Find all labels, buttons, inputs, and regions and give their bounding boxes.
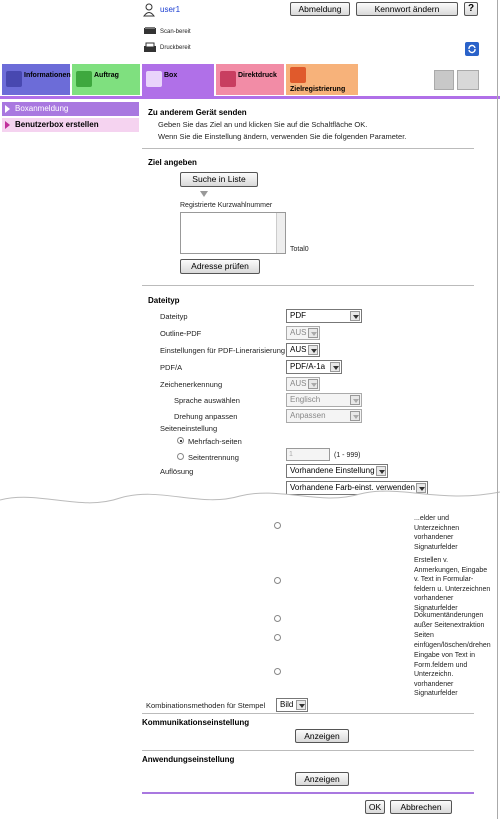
resolution-select[interactable]: Vorhandene Einstellung	[286, 464, 388, 478]
pagesplit-label: Seitentrennung	[188, 453, 239, 462]
scan-status: Scan-bereit	[160, 29, 191, 35]
tab-label: Informationen	[24, 72, 71, 79]
tab-bar-underline	[0, 96, 500, 99]
filetype-heading: Dateityp	[148, 296, 180, 305]
tab-label: Zielregistrierung	[290, 86, 346, 93]
tool-icon-1[interactable]	[434, 70, 454, 90]
rotation-select[interactable]: Anpassen	[286, 409, 362, 423]
list-scrollbar[interactable]	[276, 213, 285, 253]
permission-radio[interactable]	[274, 615, 281, 622]
rotation-label: Drehung anpassen	[174, 412, 238, 421]
pagesplit-input[interactable]: 1	[286, 448, 330, 461]
arrow-down-icon	[200, 191, 208, 197]
chevron-down-icon	[350, 311, 360, 321]
permission-radio[interactable]	[274, 577, 281, 584]
tab-label: Box	[164, 72, 178, 79]
pdfa-label: PDF/A	[160, 363, 183, 372]
page-title: Zu anderem Gerät senden	[148, 108, 247, 117]
divider	[142, 750, 474, 751]
user-name[interactable]: user1	[160, 5, 181, 14]
ocr-select[interactable]: AUS	[286, 377, 320, 391]
chevron-down-icon	[350, 395, 360, 405]
divider	[142, 713, 474, 714]
arrow-right-icon	[5, 105, 10, 113]
job-icon	[76, 71, 92, 87]
divider	[142, 148, 474, 149]
communication-heading: Kommunikationseinstellung	[142, 718, 250, 727]
permission-radio[interactable]	[274, 522, 281, 529]
stamp-select[interactable]: Bild	[276, 698, 308, 712]
chevron-down-icon	[308, 379, 318, 389]
permission-text: Seiten einfügen/löschen/drehen	[414, 632, 491, 649]
tab-direktdruck[interactable]	[216, 64, 284, 95]
language-label: Sprache auswählen	[174, 396, 240, 405]
chevron-down-icon	[308, 345, 318, 355]
sidebar-item-boxanmeldung[interactable]	[2, 102, 139, 116]
direct-print-icon	[220, 71, 236, 87]
dateityp-select[interactable]: PDF	[286, 309, 362, 323]
sidebar-item-label: Benutzerbox erstellen	[15, 120, 99, 129]
arrow-right-icon	[5, 121, 10, 129]
destination-icon	[290, 67, 306, 83]
help-button[interactable]: ?	[464, 2, 478, 16]
application-show-button[interactable]: Anzeigen	[295, 772, 349, 786]
communication-show-button[interactable]: Anzeigen	[295, 729, 349, 743]
resolution-label: Auflösung	[160, 467, 194, 476]
information-icon	[6, 71, 22, 87]
ocr-label: Zeichenerkennung	[160, 380, 223, 389]
search-list-button[interactable]: Suche in Liste	[180, 172, 258, 187]
tab-label: Auftrag	[94, 72, 119, 79]
user-icon	[143, 3, 155, 17]
sidebar-item-benutzerbox-erstellen[interactable]	[2, 118, 139, 132]
dateityp-label: Dateityp	[160, 312, 188, 321]
change-password-button[interactable]: Kennwort ändern	[356, 2, 458, 16]
permission-text: Eingabe von Text in Form.feldern und Unterzeichn. vorhandener Signaturfelder	[414, 652, 475, 697]
logout-button[interactable]: Abmeldung	[290, 2, 350, 16]
registered-list[interactable]	[180, 212, 286, 254]
pagesplit-radio[interactable]	[177, 453, 184, 460]
permission-radio[interactable]	[274, 634, 281, 641]
color-select[interactable]: Vorhandene Farb-einst. verwenden	[286, 481, 428, 495]
instruction-line-1: Geben Sie das Ziel an und klicken Sie auf die Schaltfläche OK.	[158, 120, 368, 129]
chevron-down-icon	[350, 411, 360, 421]
stamp-label: Kombinationsmethoden für Stempel	[146, 701, 266, 710]
permission-text: Erstellen v. Anmerkungen, Eingabe v. Text in Formular-feldern u. Unterzeichnen vorhandener Signaturfelder	[414, 557, 491, 612]
scanner-icon	[143, 26, 157, 36]
destination-heading: Ziel angeben	[148, 158, 197, 167]
page-right-border	[497, 0, 498, 819]
refresh-icon[interactable]	[465, 42, 479, 56]
pdfa-select[interactable]: PDF/A-1a	[286, 360, 342, 374]
tab-label: Direktdruck	[238, 72, 277, 79]
registered-label: Registrierte Kurzwahlnummer	[180, 202, 273, 209]
tab-zielregistrierung[interactable]	[286, 64, 358, 95]
tool-icon-2[interactable]	[457, 70, 479, 90]
chevron-down-icon	[296, 700, 306, 710]
cancel-button[interactable]: Abbrechen	[390, 800, 452, 814]
multipage-radio[interactable]	[177, 437, 184, 444]
permission-text: ...elder und Unterzeichnen vorhandener Signaturfelder	[414, 515, 460, 551]
bottom-accent-bar	[142, 792, 474, 794]
multipage-label: Mehrfach-seiten	[188, 437, 242, 446]
linearize-select[interactable]: AUS	[286, 343, 320, 357]
application-heading: Anwendungseinstellung	[142, 755, 235, 764]
outline-select[interactable]: AUS	[286, 326, 320, 340]
linearize-label: Einstellungen für PDF-Linerarisierung	[160, 346, 286, 355]
permission-radio[interactable]	[274, 668, 281, 675]
permission-text: Dokumentänderungen außer Seitenextraktion	[414, 612, 485, 629]
ok-button[interactable]: OK	[365, 800, 385, 814]
instruction-line-2: Wenn Sie die Einstellung ändern, verwenden Sie die folgenden Parameter.	[158, 132, 407, 141]
page-setting-label: Seiteneinstellung	[160, 424, 218, 433]
tab-auftrag[interactable]	[72, 64, 140, 95]
print-status: Druckbereit	[160, 45, 191, 51]
outline-label: Outline-PDF	[160, 329, 202, 338]
chevron-down-icon	[376, 466, 386, 476]
divider	[142, 285, 474, 286]
printer-icon	[143, 42, 157, 54]
tab-informationen[interactable]	[2, 64, 70, 95]
sidebar-item-label: Boxanmeldung	[15, 104, 69, 113]
pagesplit-range: (1 - 999)	[334, 452, 361, 459]
check-address-button[interactable]: Adresse prüfen	[180, 259, 260, 274]
total-count: Total0	[290, 246, 309, 253]
box-icon	[146, 71, 162, 87]
tab-box[interactable]	[142, 64, 214, 97]
chevron-down-icon	[308, 328, 318, 338]
chevron-down-icon	[330, 362, 340, 372]
language-select[interactable]: Englisch	[286, 393, 362, 407]
